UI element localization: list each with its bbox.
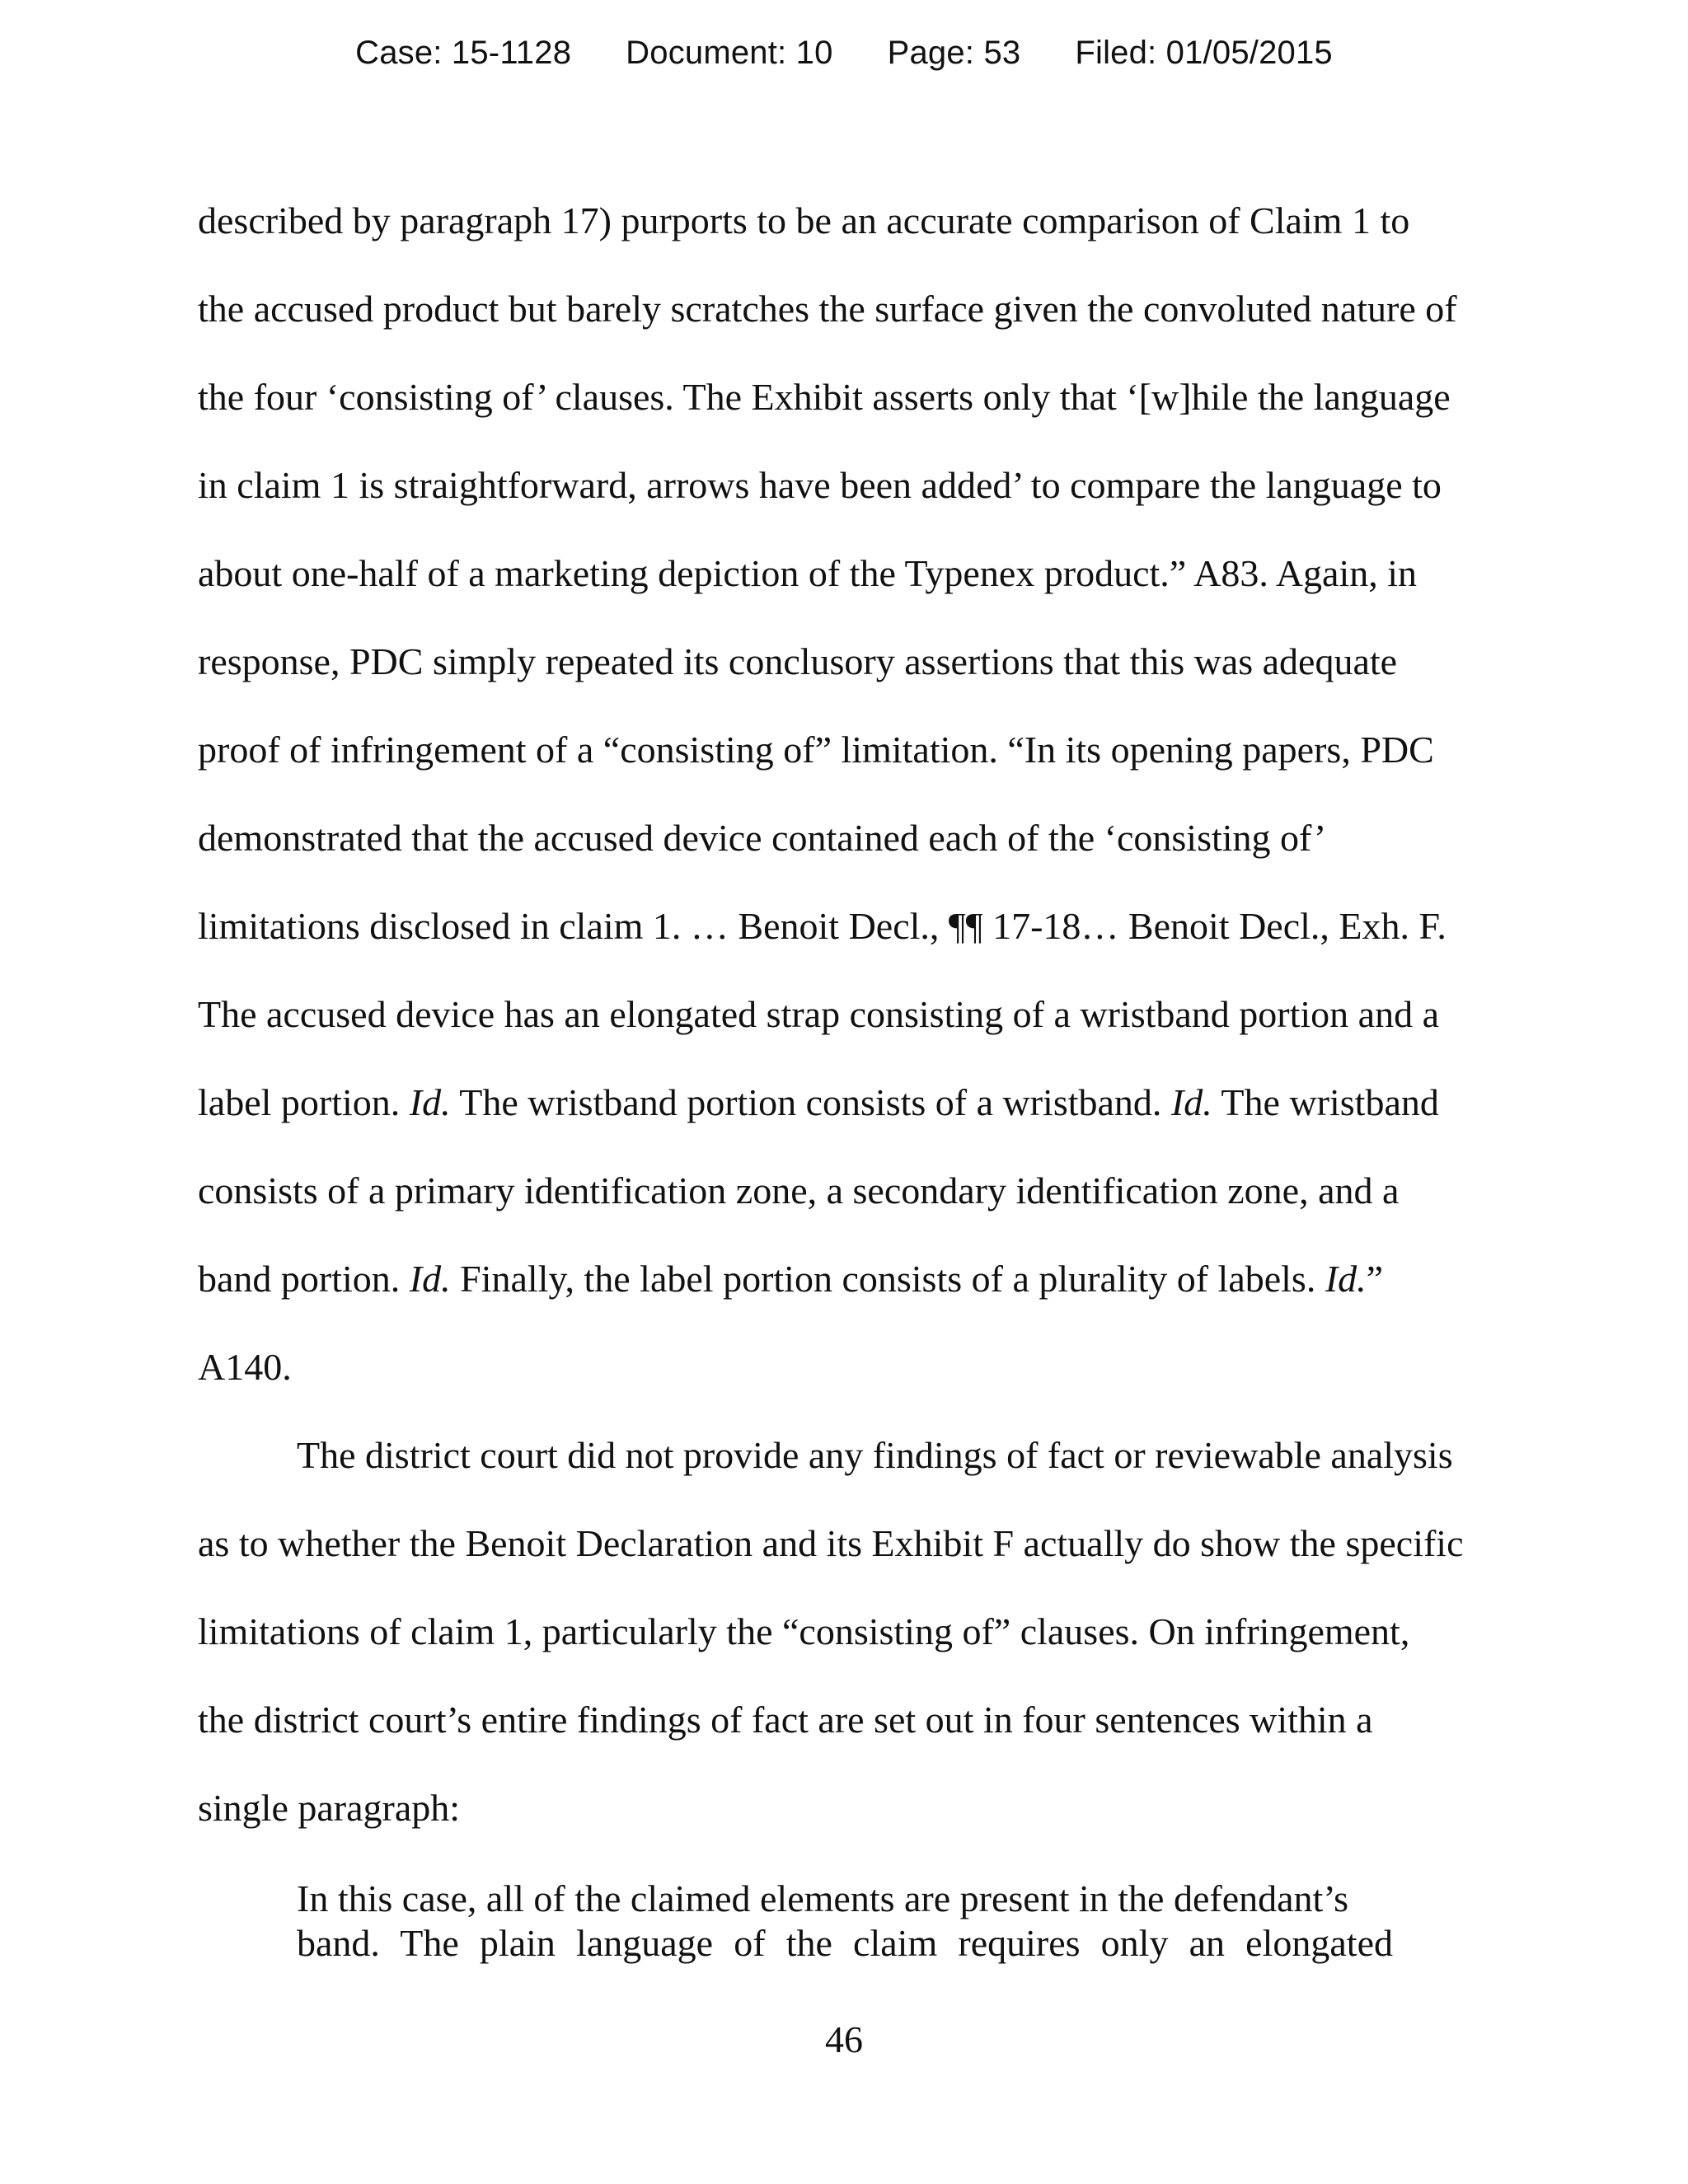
page-number: 46 <box>825 2018 863 2060</box>
body-line: described by paragraph 17) purports to be an accurate comparison of Claim 1 to <box>198 199 1410 241</box>
block-quote-line: In this case, all of the claimed elements are present in the defendant’s <box>297 1877 1349 1919</box>
body-text-run: The wristband <box>1212 1081 1439 1123</box>
document-number: Document: 10 <box>626 35 833 71</box>
body-line: limitations disclosed in claim 1. … Benoit Decl., ¶¶ 17-18… Benoit Decl., Exh. F. <box>198 905 1447 947</box>
body-line: response, PDC simply repeated its conclusory assertions that this was adequate <box>198 640 1398 682</box>
case-header <box>0 35 1688 72</box>
body-line: limitations of claim 1, particularly the “consisting of” clauses. On infringement, <box>198 1610 1410 1652</box>
body-text-run: band portion. <box>198 1258 410 1300</box>
body-text-run: Finally, the label portion consists of a plurality of labels. <box>450 1258 1325 1300</box>
filed-date: Filed: 01/05/2015 <box>1075 35 1333 71</box>
body-line: proof of infringement of a “consisting of” limitation. “In its opening papers, PDC <box>198 729 1434 771</box>
body-line: about one-half of a marketing depiction of the Typenex product.” A83. Again, in <box>198 552 1418 594</box>
body-line: The district court did not provide any findings of fact or reviewable analysis <box>297 1434 1453 1476</box>
body-line <box>198 1078 1439 1127</box>
body-line: the accused product but barely scratches the surface given the convoluted nature of <box>198 288 1457 330</box>
body-line: in claim 1 is straightforward, arrows have been added’ to compare the language to <box>198 464 1442 506</box>
body-text-run: ” <box>1366 1258 1384 1300</box>
body-line <box>198 1254 1383 1304</box>
citation-id: Id. <box>1325 1258 1367 1300</box>
body-line: The accused device has an elongated strap consisting of a wristband portion and a <box>198 993 1440 1035</box>
body-line: demonstrated that the accused device contained each of the ‘consisting of’ <box>198 817 1327 859</box>
citation-id: Id. <box>409 1081 451 1123</box>
body-line: as to whether the Benoit Declaration and its Exhibit F actually do show the specific <box>198 1522 1464 1564</box>
citation-id: Id. <box>409 1258 451 1300</box>
citation-id: Id. <box>1170 1081 1212 1123</box>
case-number: Case: 15-1128 <box>355 35 572 71</box>
body-line: the four ‘consisting of’ clauses. The Exhibit asserts only that ‘[w]hile the language <box>198 376 1451 418</box>
body-line: single paragraph: <box>198 1787 461 1829</box>
body-line: the district court’s entire findings of fact are set out in four sentences within a <box>198 1699 1373 1741</box>
header-page-number: Page: 53 <box>887 35 1021 71</box>
body-text-run: label portion. <box>198 1081 410 1123</box>
body-line: consists of a primary identification zone, a secondary identification zone, and a <box>198 1169 1400 1212</box>
body-text-run: The wristband portion consists of a wristband. <box>450 1081 1171 1123</box>
block-quote-line: band. The plain language of the claim requires only an elongated <box>297 1922 1393 1964</box>
body-line: A140. <box>198 1346 292 1388</box>
